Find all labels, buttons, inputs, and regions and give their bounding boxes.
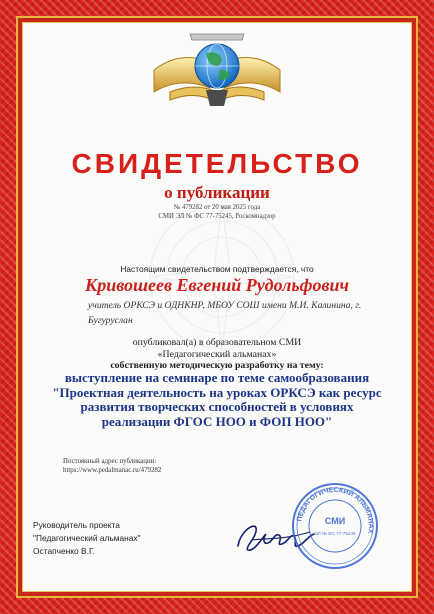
position-line: учитель ОРКСЭ и ОДНКНР, МБОУ СОШ имени М.И. Калинина, г. [88,300,362,311]
position-text [88,298,388,328]
media-registration: СМИ ЭЛ № ФС 77-75245, Роскомнадзор [158,213,276,220]
globe-book-emblem-icon [150,30,284,112]
topic-line: развития творческих способностей в условиях [80,399,354,414]
stamp-center-text: СМИ [324,516,346,526]
certificate-title: СВИДЕТЕЛЬСТВО [71,148,363,179]
address-label: Постоянный адрес публикации: [63,458,157,465]
topic-title [50,371,384,429]
certificate-subtitle: о публикации [164,183,270,202]
media-name: «Педагогический альманах» [157,349,277,360]
stamp-ring-text: ПЕДАГОГИЧЕСКИЙ АЛЬМАНАХ [296,486,375,534]
topic-line: выступление на семинаре по теме самообразования [64,370,370,385]
topic-line: реализации ФГОС НОО и ФОП НОО" [101,413,333,429]
publisher-stamp-icon [290,481,380,571]
leader-name: Остапченко В.Г. [33,546,95,556]
person-name: Кривошеев Евгений Рудольфович [85,275,349,295]
certificate-number: № 479282 от 20 мая 2025 года [173,204,261,211]
project-name: "Педагогический альманах" [33,533,141,543]
published-text: опубликовал(а) в образовательном СМИ [132,337,302,348]
position-line: Бугуруслан [88,315,133,326]
confirm-text: Настоящим свидетельством подтверждается, что [120,264,314,274]
work-type: собственную методическую разработку на тему: [110,360,324,371]
stamp-bottom-text: ЭЛ № ФС 77-75245 [314,531,356,536]
leader-title: Руководитель проекта [33,520,120,530]
publication-link[interactable]: https://www.pedalmanac.ru/479282 [63,467,162,474]
topic-line: "Проектная деятельность на уроках ОРКСЭ как ресурс [52,384,382,400]
